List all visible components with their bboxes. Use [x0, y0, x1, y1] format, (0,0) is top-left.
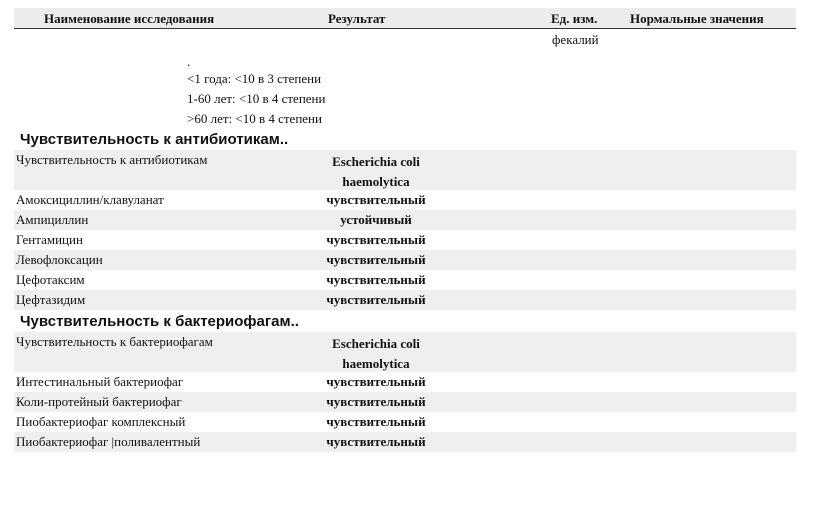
norm-line-1: <1 года: <10 в 3 степени	[187, 71, 322, 86]
phage-name: Пиобактериофаг |поливалентный	[16, 434, 201, 449]
table-row	[14, 190, 796, 210]
column-header-units: Ед. изм.	[551, 11, 598, 26]
column-header-result: Результат	[328, 11, 386, 26]
phage-name: Коли-протейный бактериофаг	[16, 394, 182, 409]
phages-header-label: Чувствительность к бактериофагам	[16, 334, 213, 349]
norm-line-2: 1-60 лет: <10 в 4 степени	[187, 91, 326, 106]
organism-line-2: haemolytica	[342, 174, 410, 189]
column-header-norm: Нормальные значения	[630, 11, 764, 26]
organism-line-1: Escherichia coli	[332, 336, 420, 351]
antibiotics-header-label: Чувствительность к антибиотикам	[16, 152, 208, 167]
antibiotic-result: чувствительный	[326, 232, 426, 247]
table-row	[14, 270, 796, 290]
phage-result: чувствительный	[326, 414, 426, 429]
antibiotics-organism-row	[14, 150, 796, 190]
norm-line-3: >60 лет: <10 в 4 степени	[187, 111, 322, 126]
phages-organism-row	[14, 332, 796, 372]
table-row	[14, 392, 796, 412]
table-row	[14, 290, 796, 310]
antibiotic-name: Ампициллин	[16, 212, 89, 227]
antibiotics-section-title: Чувствительность к антибиотикам..	[20, 131, 289, 148]
norm-dot: .	[187, 54, 191, 69]
phage-name: Интестинальный бактериофаг	[16, 374, 184, 389]
antibiotic-name: Амоксициллин/клавуланат	[16, 192, 164, 207]
antibiotic-name: Левофлоксацин	[16, 252, 103, 267]
table-row	[14, 230, 796, 250]
phages-organism	[304, 334, 448, 374]
phage-result: чувствительный	[326, 394, 426, 409]
table-header	[14, 8, 796, 29]
phage-result: чувствительный	[326, 374, 426, 389]
phage-name: Пиобактериофаг комплексный	[16, 414, 186, 429]
phage-result: чувствительный	[326, 434, 426, 449]
table-row	[14, 250, 796, 270]
table-row	[14, 432, 796, 452]
antibiotic-name: Гентамицин	[16, 232, 83, 247]
table-row	[14, 372, 796, 392]
antibiotic-name: Цефотаксим	[16, 272, 85, 287]
antibiotic-result: чувствительный	[326, 252, 426, 267]
table-row	[14, 412, 796, 432]
antibiotic-result: устойчивый	[340, 212, 412, 227]
antibiotic-name: Цефтазидим	[16, 292, 86, 307]
phages-section-title: Чувствительность к бактериофагам..	[20, 313, 299, 330]
antibiotic-result: чувствительный	[326, 292, 426, 307]
column-header-name: Наименование исследования	[44, 11, 215, 26]
table-row	[14, 210, 796, 230]
antibiotic-result: чувствительный	[326, 272, 426, 287]
units-value: фекалий	[552, 32, 599, 47]
organism-line-1: Escherichia coli	[332, 154, 420, 169]
organism-line-2: haemolytica	[342, 356, 410, 371]
antibiotic-result: чувствительный	[326, 192, 426, 207]
antibiotics-organism	[304, 152, 448, 192]
